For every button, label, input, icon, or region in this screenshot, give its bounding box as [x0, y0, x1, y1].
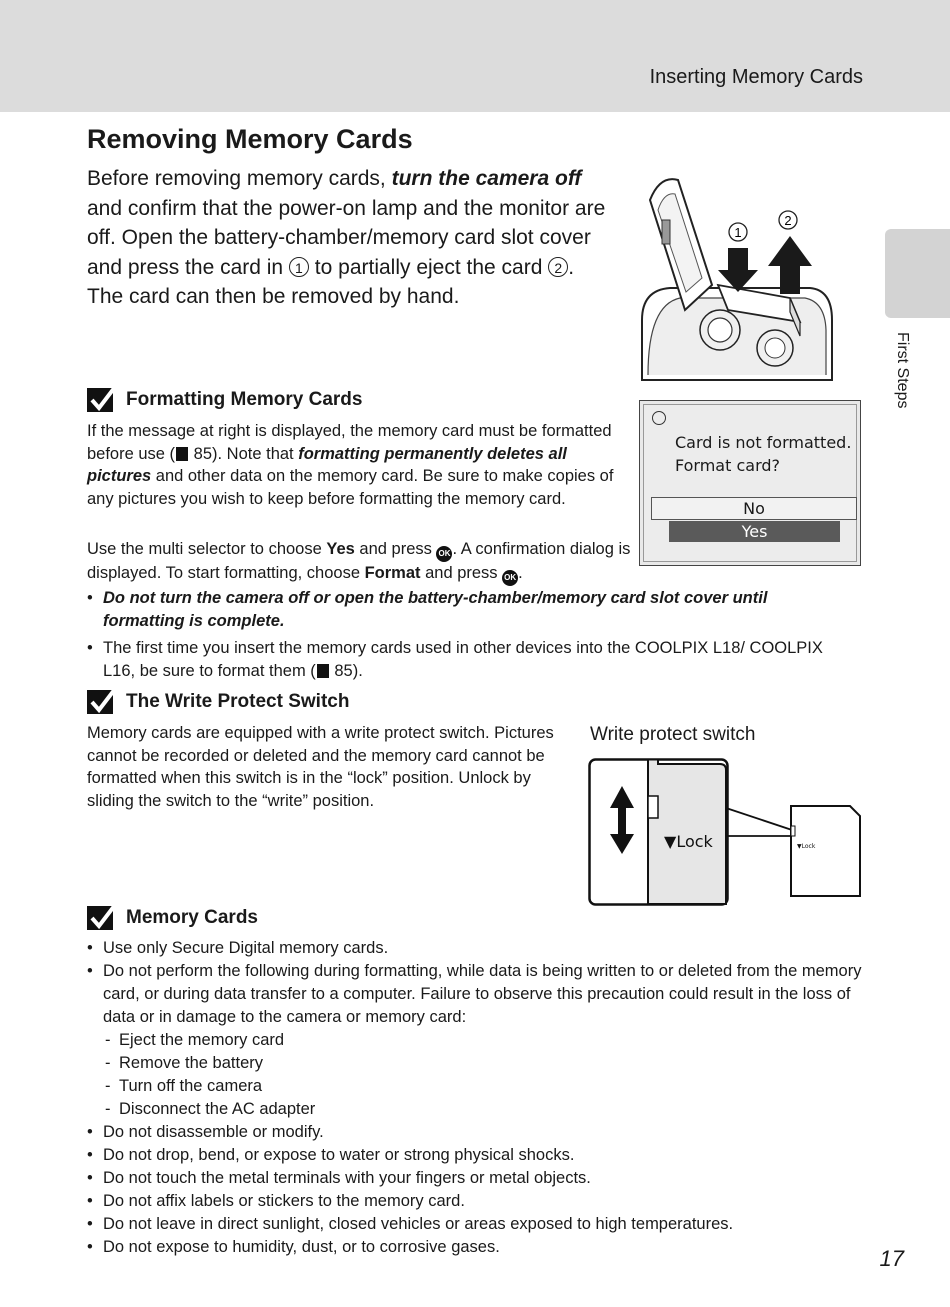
check-icon [87, 906, 113, 930]
removing-intro: Before removing memory cards, turn the camera off and confirm that the power-on lamp and the monitor are off. Open the battery-chamber/memory card slot cover and press the card in 1 to partially eject the card 2 . The card can then be removed by hand. [87, 167, 606, 308]
header-band [0, 0, 950, 112]
list-item: • Do not affix labels or stickers to the memory card. [87, 1190, 877, 1213]
figure-label-2: 2 [784, 213, 792, 228]
sub-list-item: - Remove the battery [103, 1052, 877, 1075]
dialog-option-no[interactable]: No [651, 497, 857, 520]
check-icon [87, 388, 113, 412]
formatting-para-1: If the message at right is displayed, the memory card must be formatted before use ( 85). Note that formatting permanently deletes all pictures and other data on the memory card. Be sure to make copies of any pictures you wish to keep before formatting the memory card. [87, 422, 614, 508]
list-item: • Do not disassemble or modify. [87, 1121, 877, 1144]
chapter-tab [885, 229, 950, 318]
format-dialog [639, 400, 861, 566]
running-header: Inserting Memory Cards [649, 66, 863, 88]
section-heading-formatting: Formatting Memory Cards [87, 388, 362, 412]
chapter-tab-label: First Steps [894, 332, 911, 409]
dialog-option-yes[interactable]: Yes [669, 521, 840, 542]
list-item: • Do not touch the metal terminals with your fingers or metal objects. [87, 1167, 877, 1190]
lock-label-small: ▼Lock [797, 843, 816, 850]
list-item: • Do not drop, bend, or expose to water or strong physical shocks. [87, 1144, 877, 1167]
write-protect-caption: Write protect switch [590, 724, 756, 745]
formatting-bullets [87, 587, 827, 683]
write-protect-body: Memory cards are equipped with a write protect switch. Pictures cannot be recorded or deleted and the memory card cannot be formatted when this switch is in the “lock” position. Unlock by sliding the switch to the “write” position. [87, 724, 554, 810]
list-item: • Do not turn the camera off or open the battery-chamber/memory card slot cover until formatting is complete. [87, 587, 827, 633]
list-item: • Use only Secure Digital memory cards. [87, 937, 877, 960]
page-number: 17 [879, 1246, 904, 1271]
step-1-marker: 1 [289, 257, 309, 277]
section-heading-write-protect: The Write Protect Switch [87, 690, 349, 714]
page-ref-icon [317, 664, 329, 678]
list-item: • The first time you insert the memory cards used in other devices into the COOLPIX L18/ COOLPIX L16, be sure to format them ( 85). [87, 637, 827, 683]
dialog-message: Card is not formatted. Format card? [675, 433, 852, 475]
info-icon [652, 411, 666, 425]
list-item: • Do not expose to humidity, dust, or to corrosive gases. [87, 1236, 877, 1259]
sub-list-item: - Disconnect the AC adapter [103, 1098, 877, 1121]
list-item: • Do not perform the following during formatting, while data is being written to or deleted from the memory card, or during data transfer to a computer. Failure to observe this precaution could result in the loss of data or in damage to the camera or memory card: - Eject the memory card - Remove the battery - Turn off the camera - Disconnect the AC adapter [87, 960, 877, 1121]
section-heading-memory-cards: Memory Cards [87, 906, 258, 930]
page-title: Removing Memory Cards [87, 124, 413, 154]
page-ref-icon [176, 447, 188, 461]
sub-list-item: - Turn off the camera [103, 1075, 877, 1098]
card-eject-illustration [640, 170, 840, 382]
step-2-marker: 2 [548, 257, 568, 277]
emphasis-turn-off: turn the camera off [391, 167, 582, 190]
ok-button-icon: OK [436, 546, 452, 562]
check-icon [87, 690, 113, 714]
write-protect-illustration [588, 758, 864, 908]
lock-label: ▼Lock [664, 832, 713, 851]
figure-label-1: 1 [734, 225, 742, 240]
sub-list-item: - Eject the memory card [103, 1029, 877, 1052]
ok-button-icon: OK [502, 570, 518, 586]
formatting-para-2: Use the multi selector to choose Yes and press OK . A confirmation dialog is displayed. To start formatting, choose Format and press OK . [87, 538, 632, 586]
sub-list [103, 1029, 877, 1121]
list-item: • Do not leave in direct sunlight, closed vehicles or areas exposed to high temperatures. [87, 1213, 877, 1236]
memory-card-precautions [87, 937, 877, 1259]
